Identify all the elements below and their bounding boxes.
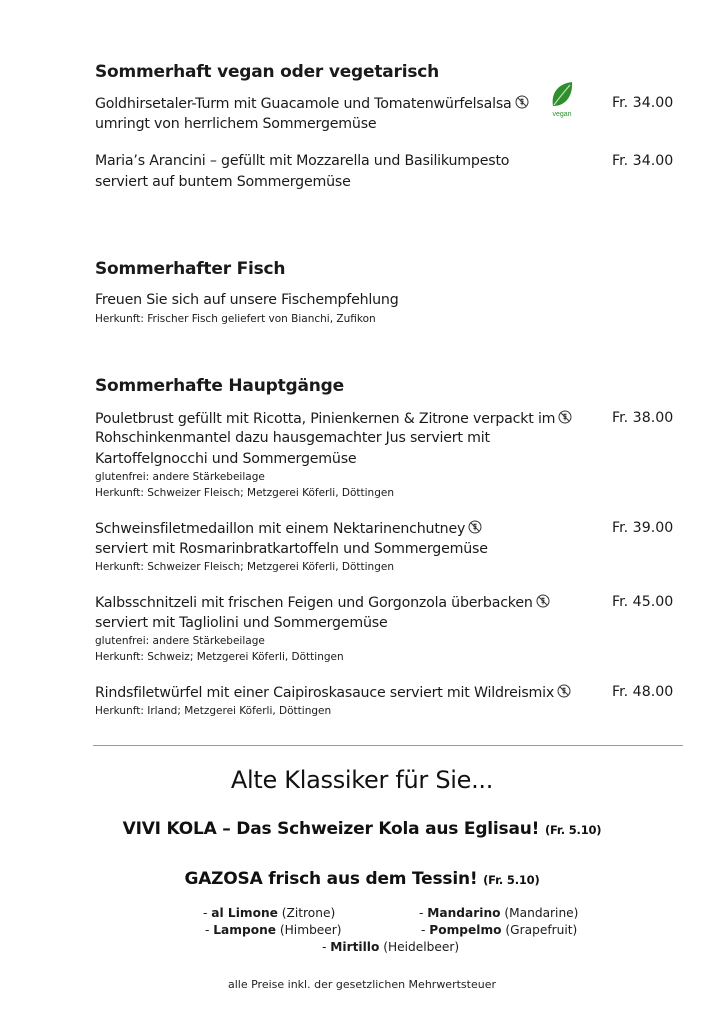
menu-item-price: Fr. 34.00	[612, 95, 674, 111]
section-title-fisch: Sommerhafter Fisch	[95, 259, 286, 279]
menu-item-line: Maria’s Arancini – gefüllt mit Mozzarella und Basilikumpesto	[95, 153, 510, 169]
flavor-item: - al Limone (Zitrone)	[203, 906, 336, 920]
menu-item-line: umringt von herrlichem Sommergemüse	[95, 116, 377, 132]
menu-item-price: Fr. 34.00	[612, 153, 674, 169]
menu-item-line: serviert mit Tagliolini und Sommergemüse	[95, 615, 388, 631]
gluten-free-icon	[536, 594, 550, 608]
menu-item-line: Kalbsschnitzeli mit frischen Feigen und Gorgonzola überbacken	[95, 594, 550, 611]
menu-item-line: Rindsfiletwürfel mit einer Caipiroskasauce serviert mit Wildreismix	[95, 684, 571, 701]
flavor-item: - Pompelmo (Grapefruit)	[421, 923, 578, 937]
kola-price: (Fr. 5.10)	[544, 823, 602, 837]
flavor-item: - Lampone (Himbeer)	[205, 923, 342, 937]
menu-item-line: Pouletbrust gefüllt mit Ricotta, Pinienkernen & Zitrone verpackt im	[95, 410, 572, 427]
section-title-haupt: Sommerhafte Hauptgänge	[95, 376, 344, 396]
menu-item-line: Goldhirsetaler-Turm mit Guacamole und Tomatenwürfelsalsa	[95, 95, 529, 112]
origin-note: Herkunft: Schweiz; Metzgerei Köferli, Döttingen	[95, 651, 344, 663]
vegan-leaf-icon	[549, 80, 575, 118]
origin-note: Herkunft: Schweizer Fleisch; Metzgerei Köferli, Döttingen	[95, 561, 394, 573]
gluten-free-icon	[515, 95, 529, 109]
gazosa-price: (Fr. 5.10)	[483, 873, 540, 887]
gazosa-line: GAZOSA frisch aus dem Tessin! (Fr. 5.10)	[184, 869, 540, 889]
gluten-free-icon	[468, 520, 482, 534]
menu-item-line: serviert mit Rosmarinbratkartoffeln und Sommergemüse	[95, 541, 488, 557]
menu-item-line: Kartoffelgnocchi und Sommergemüse	[95, 451, 357, 467]
vegan-label: vegan	[552, 111, 572, 118]
glutenfree-note: glutenfrei: andere Stärkebeilage	[95, 635, 265, 647]
menu-item-price: Fr. 48.00	[612, 684, 674, 700]
klassiker-title: Alte Klassiker für Sie...	[230, 766, 494, 794]
menu-item-price: Fr. 38.00	[612, 410, 674, 426]
menu-item-line: Rohschinkenmantel dazu hausgemachter Jus serviert mit	[95, 430, 490, 446]
menu-item-line: Freuen Sie sich auf unsere Fischempfehlung	[95, 292, 399, 308]
menu-item-price: Fr. 45.00	[612, 594, 674, 610]
section-title-vegan: Sommerhaft vegan oder vegetarisch	[95, 62, 440, 82]
glutenfree-note: glutenfrei: andere Stärkebeilage	[95, 471, 265, 483]
section-divider	[93, 745, 683, 746]
flavor-item: - Mandarino (Mandarine)	[419, 906, 579, 920]
origin-note: Herkunft: Frischer Fisch geliefert von Bianchi, Zufikon	[95, 313, 376, 325]
vivi-kola-line: VIVI KOLA – Das Schweizer Kola aus Eglisau! (Fr. 5.10)	[122, 819, 602, 839]
menu-item-line: serviert auf buntem Sommergemüse	[95, 174, 351, 190]
menu-item-price: Fr. 39.00	[612, 520, 674, 536]
menu-item-line: Schweinsfiletmedaillon mit einem Nektarinenchutney	[95, 520, 482, 537]
gluten-free-icon	[558, 410, 572, 424]
footer-note: alle Preise inkl. der gesetzlichen Mehrwertsteuer	[227, 978, 496, 991]
gluten-free-icon	[557, 684, 571, 698]
origin-note: Herkunft: Irland; Metzgerei Köferli, Döttingen	[95, 705, 332, 717]
origin-note: Herkunft: Schweizer Fleisch; Metzgerei Köferli, Döttingen	[95, 487, 394, 499]
flavor-item: - Mirtillo (Heidelbeer)	[322, 940, 460, 954]
